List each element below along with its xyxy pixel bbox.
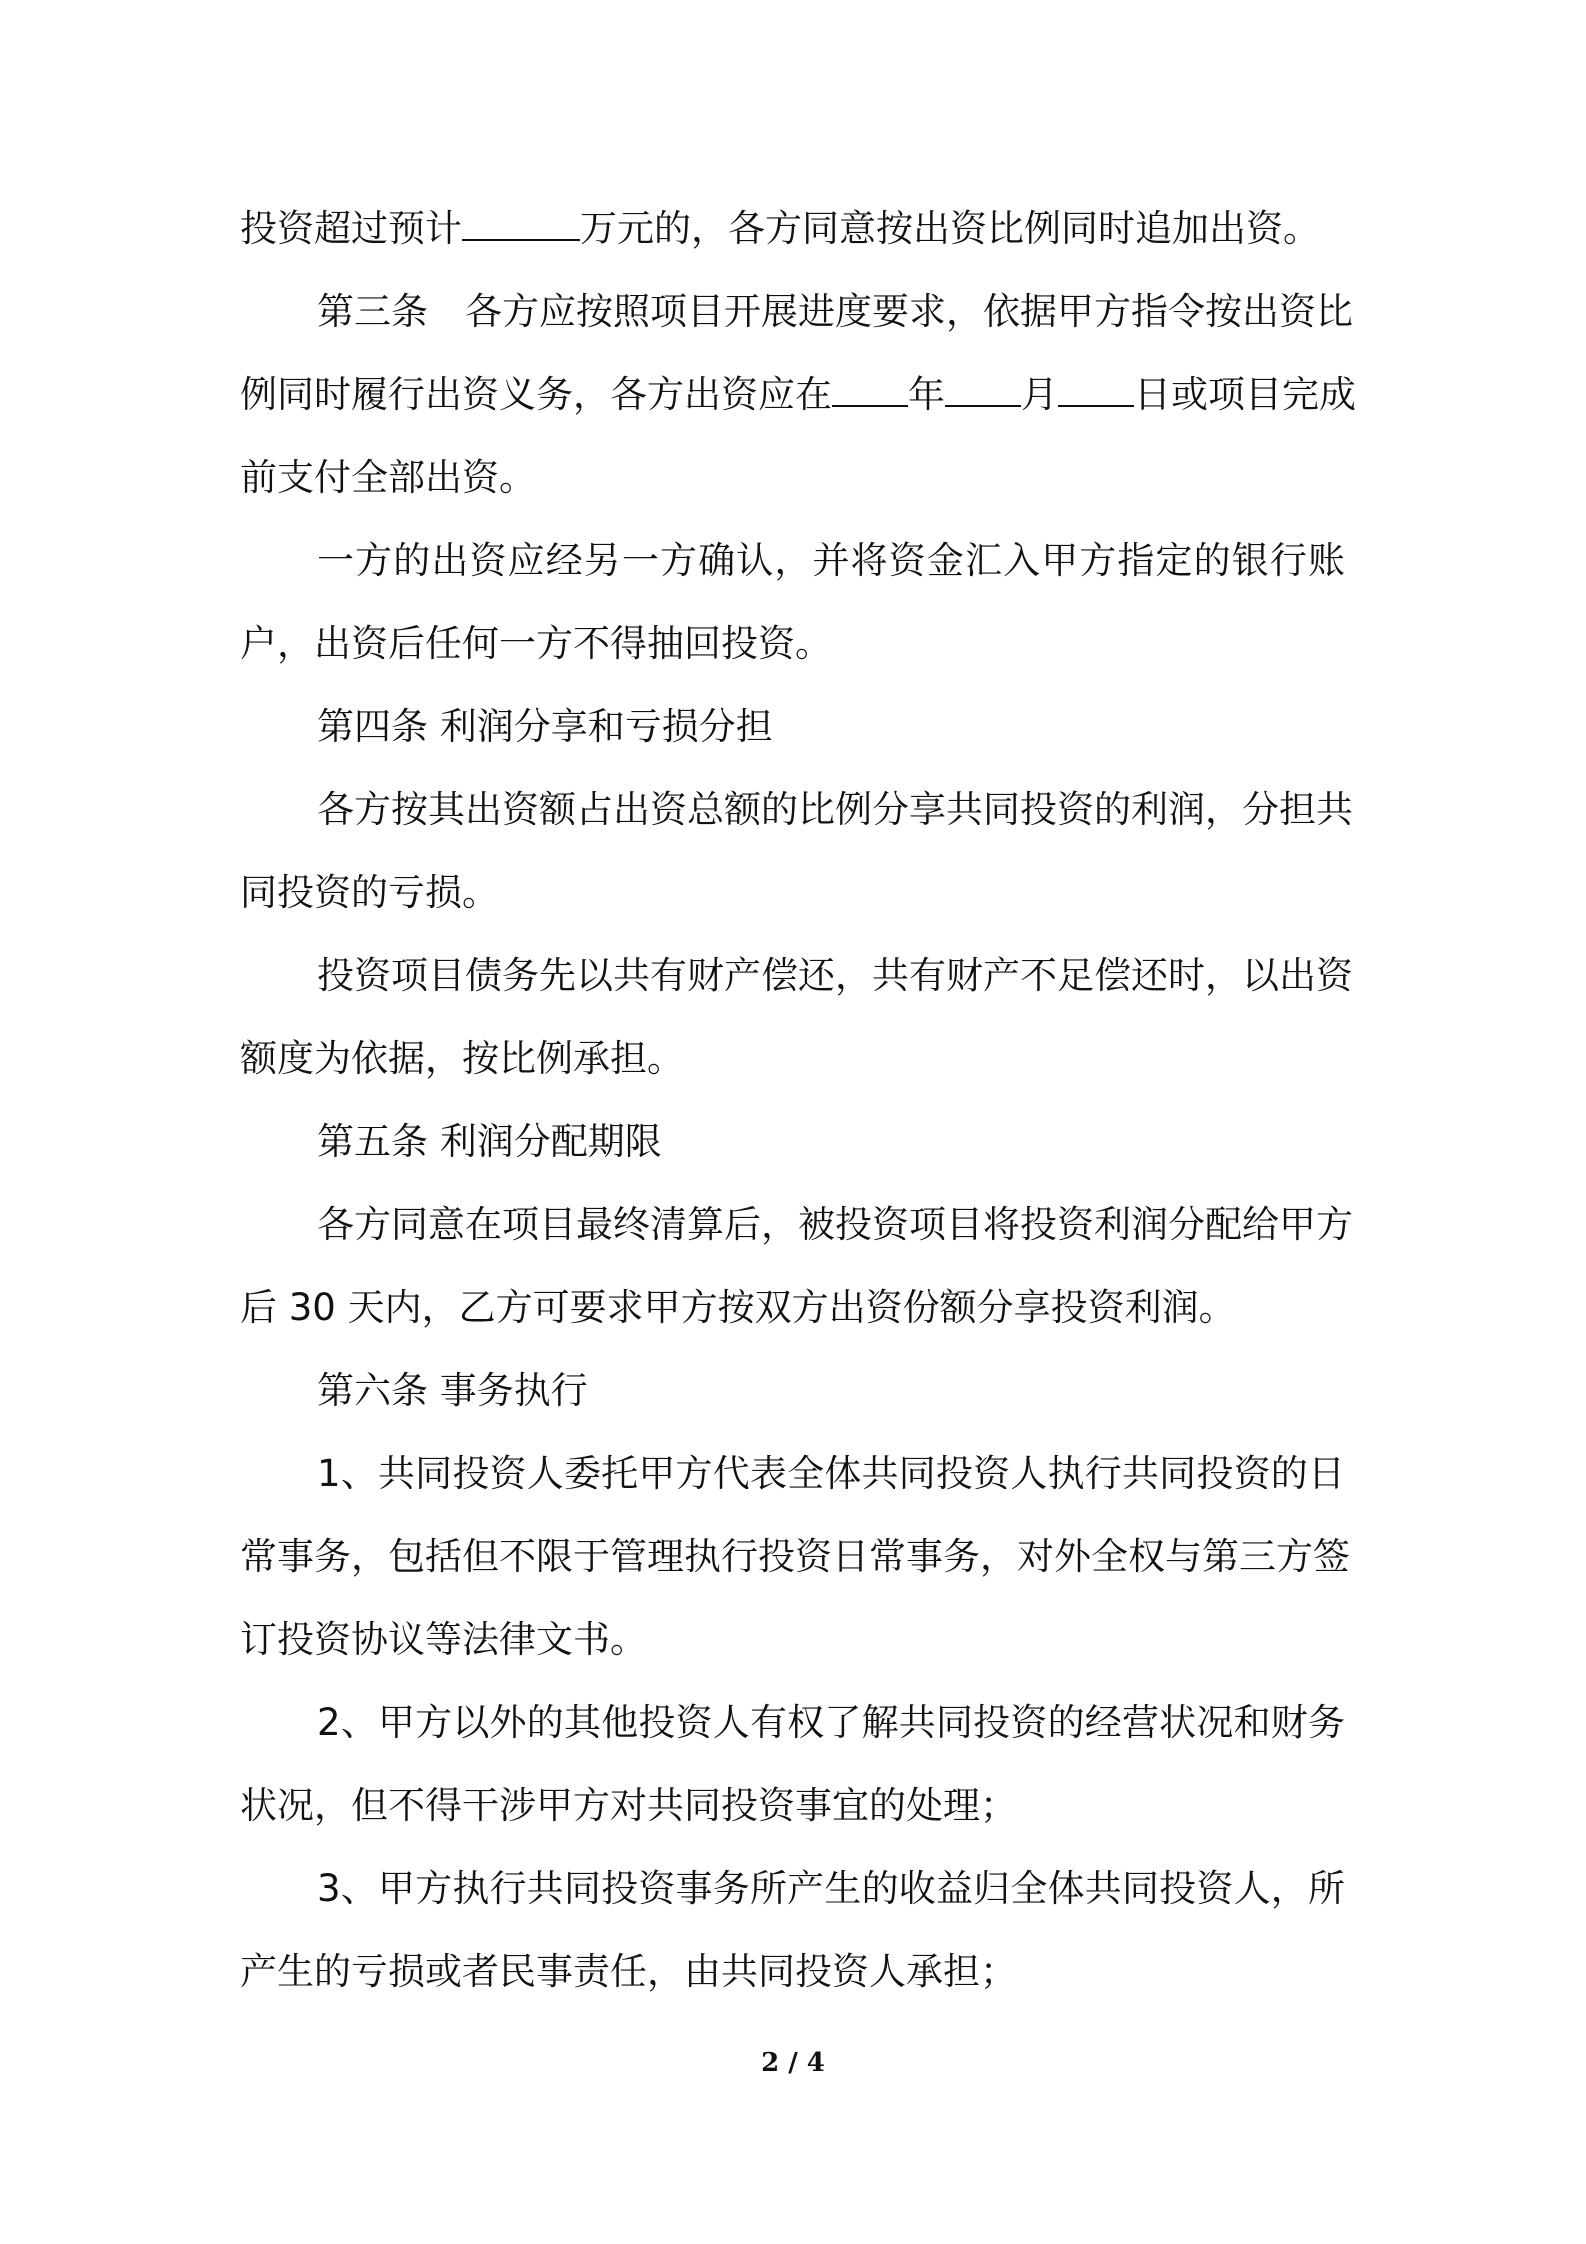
paragraph-line: 投资项目债务先以共有财产偿还，共有财产不足偿还时，以出资 [317, 954, 1353, 997]
list-item-line: 状况，但不得干涉甲方对共同投资事宜的处理； [240, 1784, 1017, 1827]
paragraph-line: 一方的出资应经另一方确认，并将资金汇入甲方指定的银行账 [317, 539, 1345, 582]
list-item-line: 1、共同投资人委托甲方代表全体共同投资人执行共同投资的日 [317, 1452, 1345, 1495]
paragraph-line: 前支付全部出资。 [240, 456, 536, 499]
list-item-line: 3、甲方执行共同投资事务所产生的收益归全体共同投资人，所 [317, 1867, 1345, 1910]
paragraph-line: 各方按其出资额占出资总额的比例分享共同投资的利润，分担共 [317, 788, 1353, 831]
article-heading: 第四条 利润分享和亏损分担 [317, 705, 773, 748]
article-heading: 第六条 事务执行 [317, 1369, 588, 1412]
article-heading: 第三条 各方应按照项目开展进度要求，依据甲方指令按出资比 [317, 290, 1353, 333]
fill-in-blank [462, 204, 580, 241]
list-item-line: 常事务，包括但不限于管理执行投资日常事务，对外全权与第三方签 [240, 1535, 1350, 1578]
article-heading: 第五条 利润分配期限 [317, 1120, 662, 1163]
paragraph-line: 各方同意在项目最终清算后，被投资项目将投资利润分配给甲方 [317, 1203, 1353, 1246]
list-item-line: 2、甲方以外的其他投资人有权了解共同投资的经营状况和财务 [317, 1701, 1345, 1744]
paragraph-line: 投资超过预计 万元的，各方同意按出资比例同时追加出资。 [240, 204, 1320, 254]
page-number: 2 / 4 [761, 2048, 825, 2078]
list-item-line: 产生的亏损或者民事责任，由共同投资人承担； [240, 1950, 1017, 1993]
fill-in-blank-day [1058, 370, 1134, 407]
fill-in-blank-year [832, 370, 908, 407]
fill-in-blank-month [945, 370, 1021, 407]
paragraph-line: 额度为依据，按比例承担。 [240, 1037, 684, 1080]
paragraph-line: 户，出资后任何一方不得抽回投资。 [240, 622, 832, 665]
paragraph-line: 后 30 天内，乙方可要求甲方按双方出资份额分享投资利润。 [240, 1286, 1236, 1329]
paragraph-line: 同投资的亏损。 [240, 871, 499, 914]
paragraph-line: 例同时履行出资义务，各方出资应在 年 月 日或项目完成 [240, 370, 1356, 420]
list-item-line: 订投资协议等法律文书。 [240, 1618, 647, 1661]
